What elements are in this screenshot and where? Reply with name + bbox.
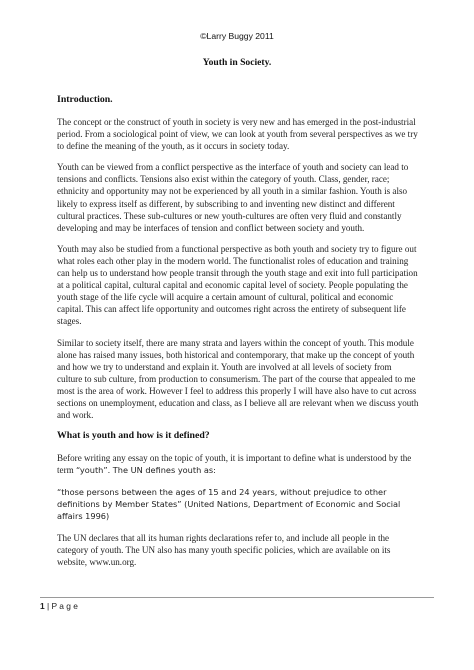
paragraph-conflict: Youth can be viewed from a conflict perspective as the interface of youth and society can lead to tensions and conflicts. Tensions also exist within the category of youth. Class, gender, race; ethnicity and opportunity may not be experienced by all youth in a similar fashion. Youth is also likely to express itself as different, by subscribing to and inventing new distinct and different cultural practices. These sub-cultures or new youth-cultures are often very fluid and constantly developing and may be interfaces of tension and conflict between society and youth. — [57, 162, 409, 233]
page-number: 1 — [40, 601, 45, 611]
paragraph-functional: Youth may also be studied from a functional perspective as both youth and society try to figure out what roles each other play in the modern world. The functionalist roles of education and training can help us to understand how people transit through the youth stage and exit into full participation at a political capital, cultural capital and economic capital level of society. People populating the youth stage of the life cycle will acquire a certain amount of cultural, political and economic capital. This can affect life opportunity and outcomes right across the entirety of subsequent life stages. — [57, 243, 418, 327]
definition-text-a: Before writing any essay on the topic of youth, it is important to define what is understood by the term — [57, 453, 412, 476]
paragraph-definition — [57, 452, 419, 477]
document-body — [57, 94, 419, 577]
quote-part-b: 15 and 24 years, without prejudice to other definitions by — [57, 486, 387, 510]
quote-part-c: Member States” (United Nations, Department of Economic and Social affairs 1996) — [57, 499, 401, 522]
paragraph-construct: The concept or the construct of youth in society is very new and has emerged in the post-industrial period. From a sociological point of view, we can look at youth from several perspectives as we try to define the meaning of the youth, as it occurs in society today. — [57, 117, 418, 152]
quote-part-a: “those persons between the ages of — [57, 486, 209, 497]
footer-divider — [40, 597, 434, 598]
introduction-heading: Introduction. — [57, 94, 113, 105]
un-quote — [57, 486, 419, 523]
copyright-header: ©Larry Buggy 2011 — [200, 31, 274, 41]
document-title: Youth in Society. — [202, 57, 272, 68]
page-label: P a g e — [51, 601, 78, 611]
definition-heading: What is youth and how is it defined? — [57, 430, 210, 442]
definition-text-b: “youth”. The UN defines youth as: — [75, 465, 216, 476]
paragraph-un-declarations: The UN declares that all its human rights declarations refer to, and include all people in the category of youth. The UN also has many youth specific policies, which are available on its website, www.un.org. — [57, 532, 391, 568]
footer-separator: | — [44, 601, 52, 611]
page-footer — [40, 601, 78, 611]
paragraph-strata: Similar to society itself, there are many strata and layers within the concept of youth. This module alone has raised many issues, both historical and contemporary, that make up the concept of youth and how we try to understand and explain it. Youth are involved at all levels of society from culture to sub culture, from production to consumerism. The part of the course that appealed to me most is the area of work. However I feel to address this properly I will have also have to cut across sections on unemployment, education and class, as I believe all are relevant when we discuss youth and work. — [57, 337, 419, 421]
